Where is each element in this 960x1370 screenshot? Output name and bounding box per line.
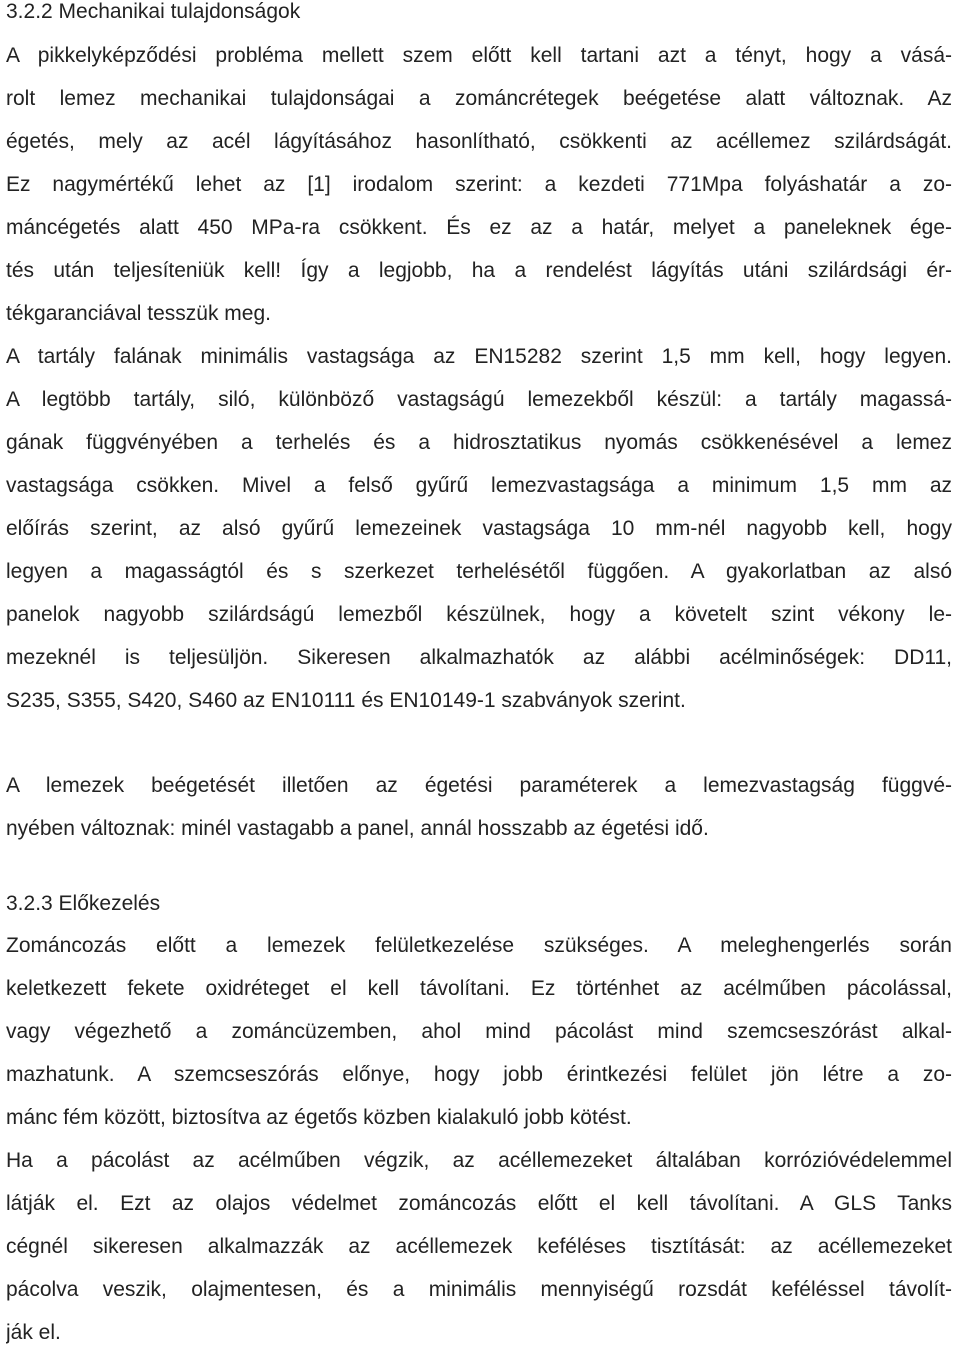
text-line: S235, S355, S420, S460 az EN10111 és EN10149-1 szabványok szerint. (6, 689, 686, 712)
text-line: vastagsága csökken. Mivel a felső gyűrű lemezvastagsága a minimum 1,5 mm az (6, 474, 952, 497)
text-line: A pikkelyképződési probléma mellett szem előtt kell tartani azt a tényt, hogy a vásá- (6, 44, 952, 67)
document-page (6, 0, 952, 1354)
text-line: vagy végezhető a zománcüzemben, ahol mind pácolást mind szemcseszórást alkal- (6, 1020, 952, 1043)
text-line: mazhatunk. A szemcseszórás előnye, hogy jobb érintkezési felület jön létre a zo- (6, 1063, 952, 1086)
text-line: legyen a magasságtól és s szerkezet terhelésétől függően. A gyakorlatban az alsó (6, 560, 952, 583)
text-line: ják el. (6, 1321, 61, 1344)
text-line: nyében változnak: minél vastagabb a panel, annál hosszabb az égetési idő. (6, 817, 709, 840)
text-line: panelok nagyobb szilárdságú lemezből készülnek, hogy a követelt szint vékony le- (6, 603, 952, 626)
text-line: mánc fém között, biztosítva az égetős közben kialakuló jobb kötést. (6, 1106, 632, 1129)
text-line: A legtöbb tartály, siló, különböző vastagságú lemezekből készül: a tartály magassá- (6, 388, 952, 411)
text-line: Ha a pácolást az acélműben végzik, az acéllemezeket általában korrózióvédelemmel (6, 1149, 952, 1172)
text-line: gának függvényében a terhelés és a hidrosztatikus nyomás csökkenésével a lemez (6, 431, 952, 454)
paragraph-mech-2 (6, 335, 952, 378)
text-line: előírás szerint, az alsó gyűrű lemezeinek vastagsága 10 mm-nél nagyobb kell, hogy (6, 517, 952, 540)
paragraph-pre-1 (6, 924, 952, 1139)
text-line: mezeknél is teljesüljön. Sikeresen alkalmazhatók az alábbi acélminőségek: DD11, (6, 646, 952, 669)
paragraph-mech-1 (6, 34, 952, 335)
spacer (6, 722, 952, 764)
text-line: keletkezett fekete oxidréteget el kell távolítani. Ez történhet az acélműben pácolással, (6, 977, 952, 1000)
text-line: pácolva veszik, olajmentesen, és a minimális mennyiségű rozsdát keféléssel távolít- (6, 1278, 952, 1301)
text-line: látják el. Ezt az olajos védelmet zománcozás előtt el kell távolítani. A GLS Tanks (6, 1192, 952, 1215)
text-line: Zománcozás előtt a lemezek felületkezelése szükséges. A meleghengerlés során (6, 934, 952, 957)
text-line: égetés, mely az acél lágyításához hasonlítható, csökkenti az acéllemez szilárdságát. (6, 130, 952, 153)
paragraph-mech-3 (6, 378, 952, 722)
text-line: Ez nagymértékű lehet az [1] irodalom szerint: a kezdeti 771Mpa folyáshatár a zo- (6, 173, 952, 196)
text-line: cégnél sikeresen alkalmazzák az acéllemezek keféléses tisztítását: az acéllemezeket (6, 1235, 952, 1258)
text-line: A tartály falának minimális vastagsága az EN15282 szerint 1,5 mm kell, hogy legyen. (6, 345, 952, 368)
text-line: tékgaranciával tesszük meg. (6, 302, 271, 325)
text-line: A lemezek beégetését illetően az égetési paraméterek a lemezvastagság függvé- (6, 774, 952, 797)
paragraph-mech-4 (6, 764, 952, 850)
text-line: rolt lemez mechanikai tulajdonságai a zománcrétegek beégetése alatt változnak. Az (6, 87, 952, 110)
paragraph-pre-2 (6, 1139, 952, 1354)
section-heading-pretreatment: 3.2.3 Előkezelés (6, 892, 161, 915)
text-line: tés után teljesíteniük kell! Így a legjobb, ha a rendelést lágyítás utáni szilárdsági ér- (6, 259, 952, 282)
section-heading-mechanical: 3.2.2 Mechanikai tulajdonságok (6, 0, 301, 23)
text-line: máncégetés alatt 450 MPa-ra csökkent. És ez az a határ, melyet a paneleknek ége- (6, 216, 952, 239)
